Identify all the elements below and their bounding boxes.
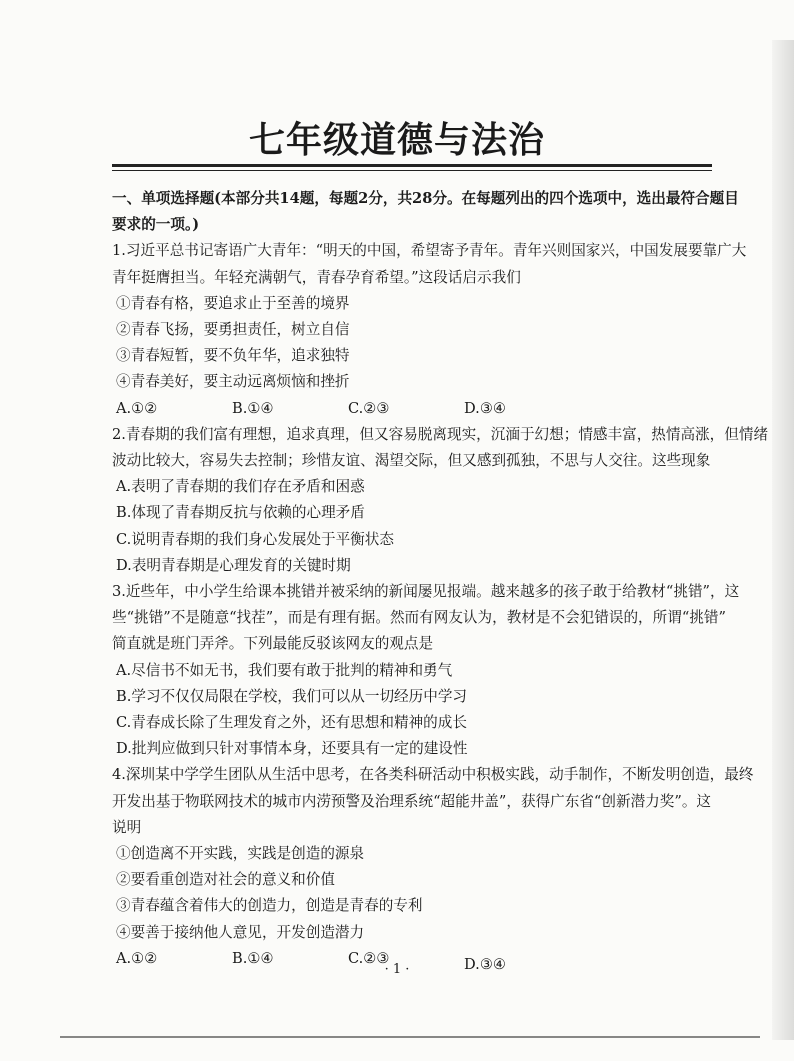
choice-c: C.②③: [348, 949, 390, 967]
title-rule: [112, 164, 712, 167]
question-1: [112, 238, 747, 421]
option-a: A.尽信书不如无书，我们要有敢于批判的精神和勇气: [116, 661, 453, 679]
scan-bottom-edge: [60, 1036, 760, 1038]
question-2: [112, 422, 769, 579]
statement-item: ①创造离不开实践，实践是创造的源泉: [116, 845, 365, 863]
question-stem-line: 些“挑错”不是随意“找茬”，而是有理有据。然而有网友认为，教材是不会犯错误的，所谓“挑错”: [112, 609, 726, 627]
statement-item: ④要善于接纳他人意见，开发创造潜力: [116, 923, 365, 941]
option-c: C.说明青春期的我们身心发展处于平衡状态: [116, 530, 394, 548]
statement-item: ④青春美好，要主动远离烦恼和挫折: [116, 373, 350, 391]
exam-content: [112, 186, 769, 973]
question-stem-line: 开发出基于物联网技术的城市内涝预警及治理系统“超能井盖”，获得广东省“创新潜力奖”。这: [112, 792, 712, 810]
section-header-line: 要求的一项。): [112, 216, 200, 234]
question-stem-line: 1.习近平总书记寄语广大青年：“明天的中国，希望寄予青年。青年兴则国家兴，中国发展要靠广大: [112, 242, 747, 260]
section-header-line: 一、单项选择题(本部分共14题，每题2分，共28分。在每题列出的四个选项中，选出最符合题目: [112, 190, 739, 207]
answer-choices: [112, 396, 722, 422]
choice-b: B.①④: [232, 399, 274, 417]
choice-d: D.③④: [464, 955, 506, 973]
choice-c: C.②③: [348, 399, 390, 417]
title-rule-thin: [112, 170, 712, 171]
option-c: C.青春成长除了生理发育之外，还有思想和精神的成长: [116, 714, 467, 732]
choice-d: D.③④: [464, 399, 506, 417]
page-title: 七年级道德与法治: [248, 119, 545, 161]
statement-item: ②青春飞扬，要勇担责任，树立自信: [116, 321, 350, 339]
question-stem-line: 简直就是班门弄斧。下列最能反驳该网友的观点是: [112, 635, 434, 653]
question-stem-line: 说明: [112, 818, 142, 836]
statement-item: ②要看重创造对社会的意义和价值: [116, 871, 335, 889]
scan-edge-shadow: [772, 40, 794, 1040]
question-stem-line: 3.近些年，中小学生给课本挑错并被采纳的新闻屡见报端。越来越多的孩子敢于给教材“挑错”，这: [112, 583, 740, 601]
option-d: D.表明青春期是心理发育的关键时期: [116, 556, 351, 574]
question-stem-line: 4.深圳某中学学生团队从生活中思考，在各类科研活动中积极实践，动手制作，不断发明创造，最终: [112, 766, 754, 784]
question-stem-line: 青年挺膺担当。年轻充满朝气，青春孕育希望。”这段话启示我们: [112, 268, 521, 286]
page-number: · 1 ·: [384, 962, 410, 977]
choice-a: A.①②: [116, 399, 158, 417]
question-4: [112, 762, 754, 973]
choice-a: A.①②: [116, 949, 158, 967]
option-b: B.体现了青春期反抗与依赖的心理矛盾: [116, 504, 365, 522]
option-a: A.表明了青春期的我们存在矛盾和困惑: [116, 478, 365, 496]
question-stem-line: 2.青春期的我们富有理想，追求真理，但又容易脱离现实，沉湎于幻想；情感丰富，热情高涨，但情绪: [112, 425, 769, 443]
question-stem-line: 波动比较大，容易失去控制；珍惜友谊、渴望交际，但又感到孤独，不思与人交往。这些现象: [112, 452, 711, 470]
statement-item: ①青春有格，要追求止于至善的境界: [116, 294, 350, 312]
option-d: D.批判应做到只针对事情本身，还要具有一定的建设性: [116, 740, 468, 758]
statement-item: ③青春短暂，要不负年华，追求独特: [116, 347, 350, 365]
option-b: B.学习不仅仅局限在学校，我们可以从一切经历中学习: [116, 687, 468, 705]
statement-item: ③青春蕴含着伟大的创造力，创造是青春的专利: [116, 897, 423, 915]
question-3: [112, 579, 740, 762]
choice-b: B.①④: [232, 949, 274, 967]
